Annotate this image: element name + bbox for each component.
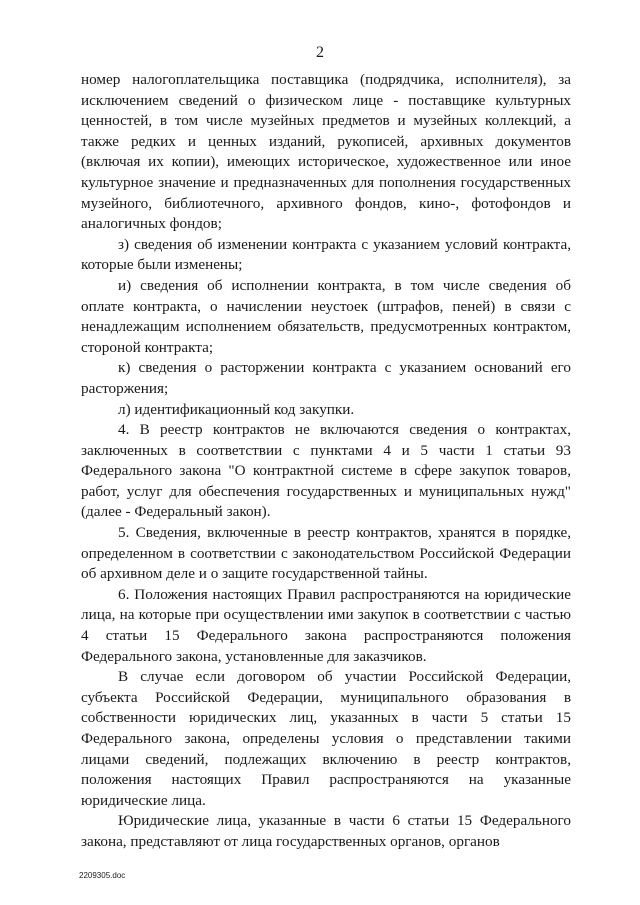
file-name-footer: 2209305.doc <box>79 871 126 880</box>
paragraph-1: номер налогоплательщика поставщика (подрядчика, исполнителя), за исключением сведений о физическом лице - поставщике культурных ценностей, в том числе музейных предметов и музейных коллекций, а также редких и ценных изданий, рукописей, архивных документов (включая их копии), имеющих историческое, художественное или иное культурное значение и предназначенных для пополнения государственных музейного, библиотечного, архивного фондов, кино-, фотофондов и аналогичных фондов; <box>81 71 571 233</box>
document-body <box>81 70 571 853</box>
paragraph-9: В случае если договором об участии Российской Федерации, субъекта Российской Федерации, муниципального образования в собственности юридических лиц, указанных в части 5 статьи 15 Федерального закона, определены условия о представлении такими лицами сведений, подлежащих включению в реестр контрактов, положения настоящих Правил распространяются на указанные юридические лица. <box>81 668 571 809</box>
paragraph-5: л) идентификационный код закупки. <box>118 400 355 418</box>
paragraph-10: Юридические лица, указанные в части 6 статьи 15 Федерального закона, представляют от лица государственных органов, органов <box>81 812 571 850</box>
paragraph-8: 6. Положения настоящих Правил распространяются на юридические лица, на которые при осуществлении ими закупок в соответствии с частью 4 статьи 15 Федерального закона распространяются положения Федерального закона, установленные для заказчиков. <box>81 585 571 665</box>
paragraph-2: з) сведения об изменении контракта с указанием условий контракта, которые были изменены; <box>81 235 571 274</box>
page-number: 2 <box>316 44 324 61</box>
paragraph-3: и) сведения об исполнении контракта, в том числе сведения об оплате контракта, о начислении неустоек (штрафов, пеней) в связи с ненадлежащим исполнением обязательств, предусмотренных контрактом, стороной контракта; <box>81 276 571 356</box>
paragraph-6: 4. В реестр контрактов не включаются сведения о контрактах, заключенных в соответствии с пунктами 4 и 5 части 1 статьи 93 Федерального закона "О контрактной системе в сфере закупок товаров, работ, услуг для обеспечения государственных и муниципальных нужд" (далее - Федеральный закон). <box>81 421 571 521</box>
paragraph-4: к) сведения о расторжении контракта с указанием оснований его расторжения; <box>81 359 571 397</box>
paragraph-7: 5. Сведения, включенные в реестр контрактов, хранятся в порядке, определенном в соответствии с законодательством Российской Федерации об архивном деле и о защите государственной тайны. <box>81 524 571 583</box>
